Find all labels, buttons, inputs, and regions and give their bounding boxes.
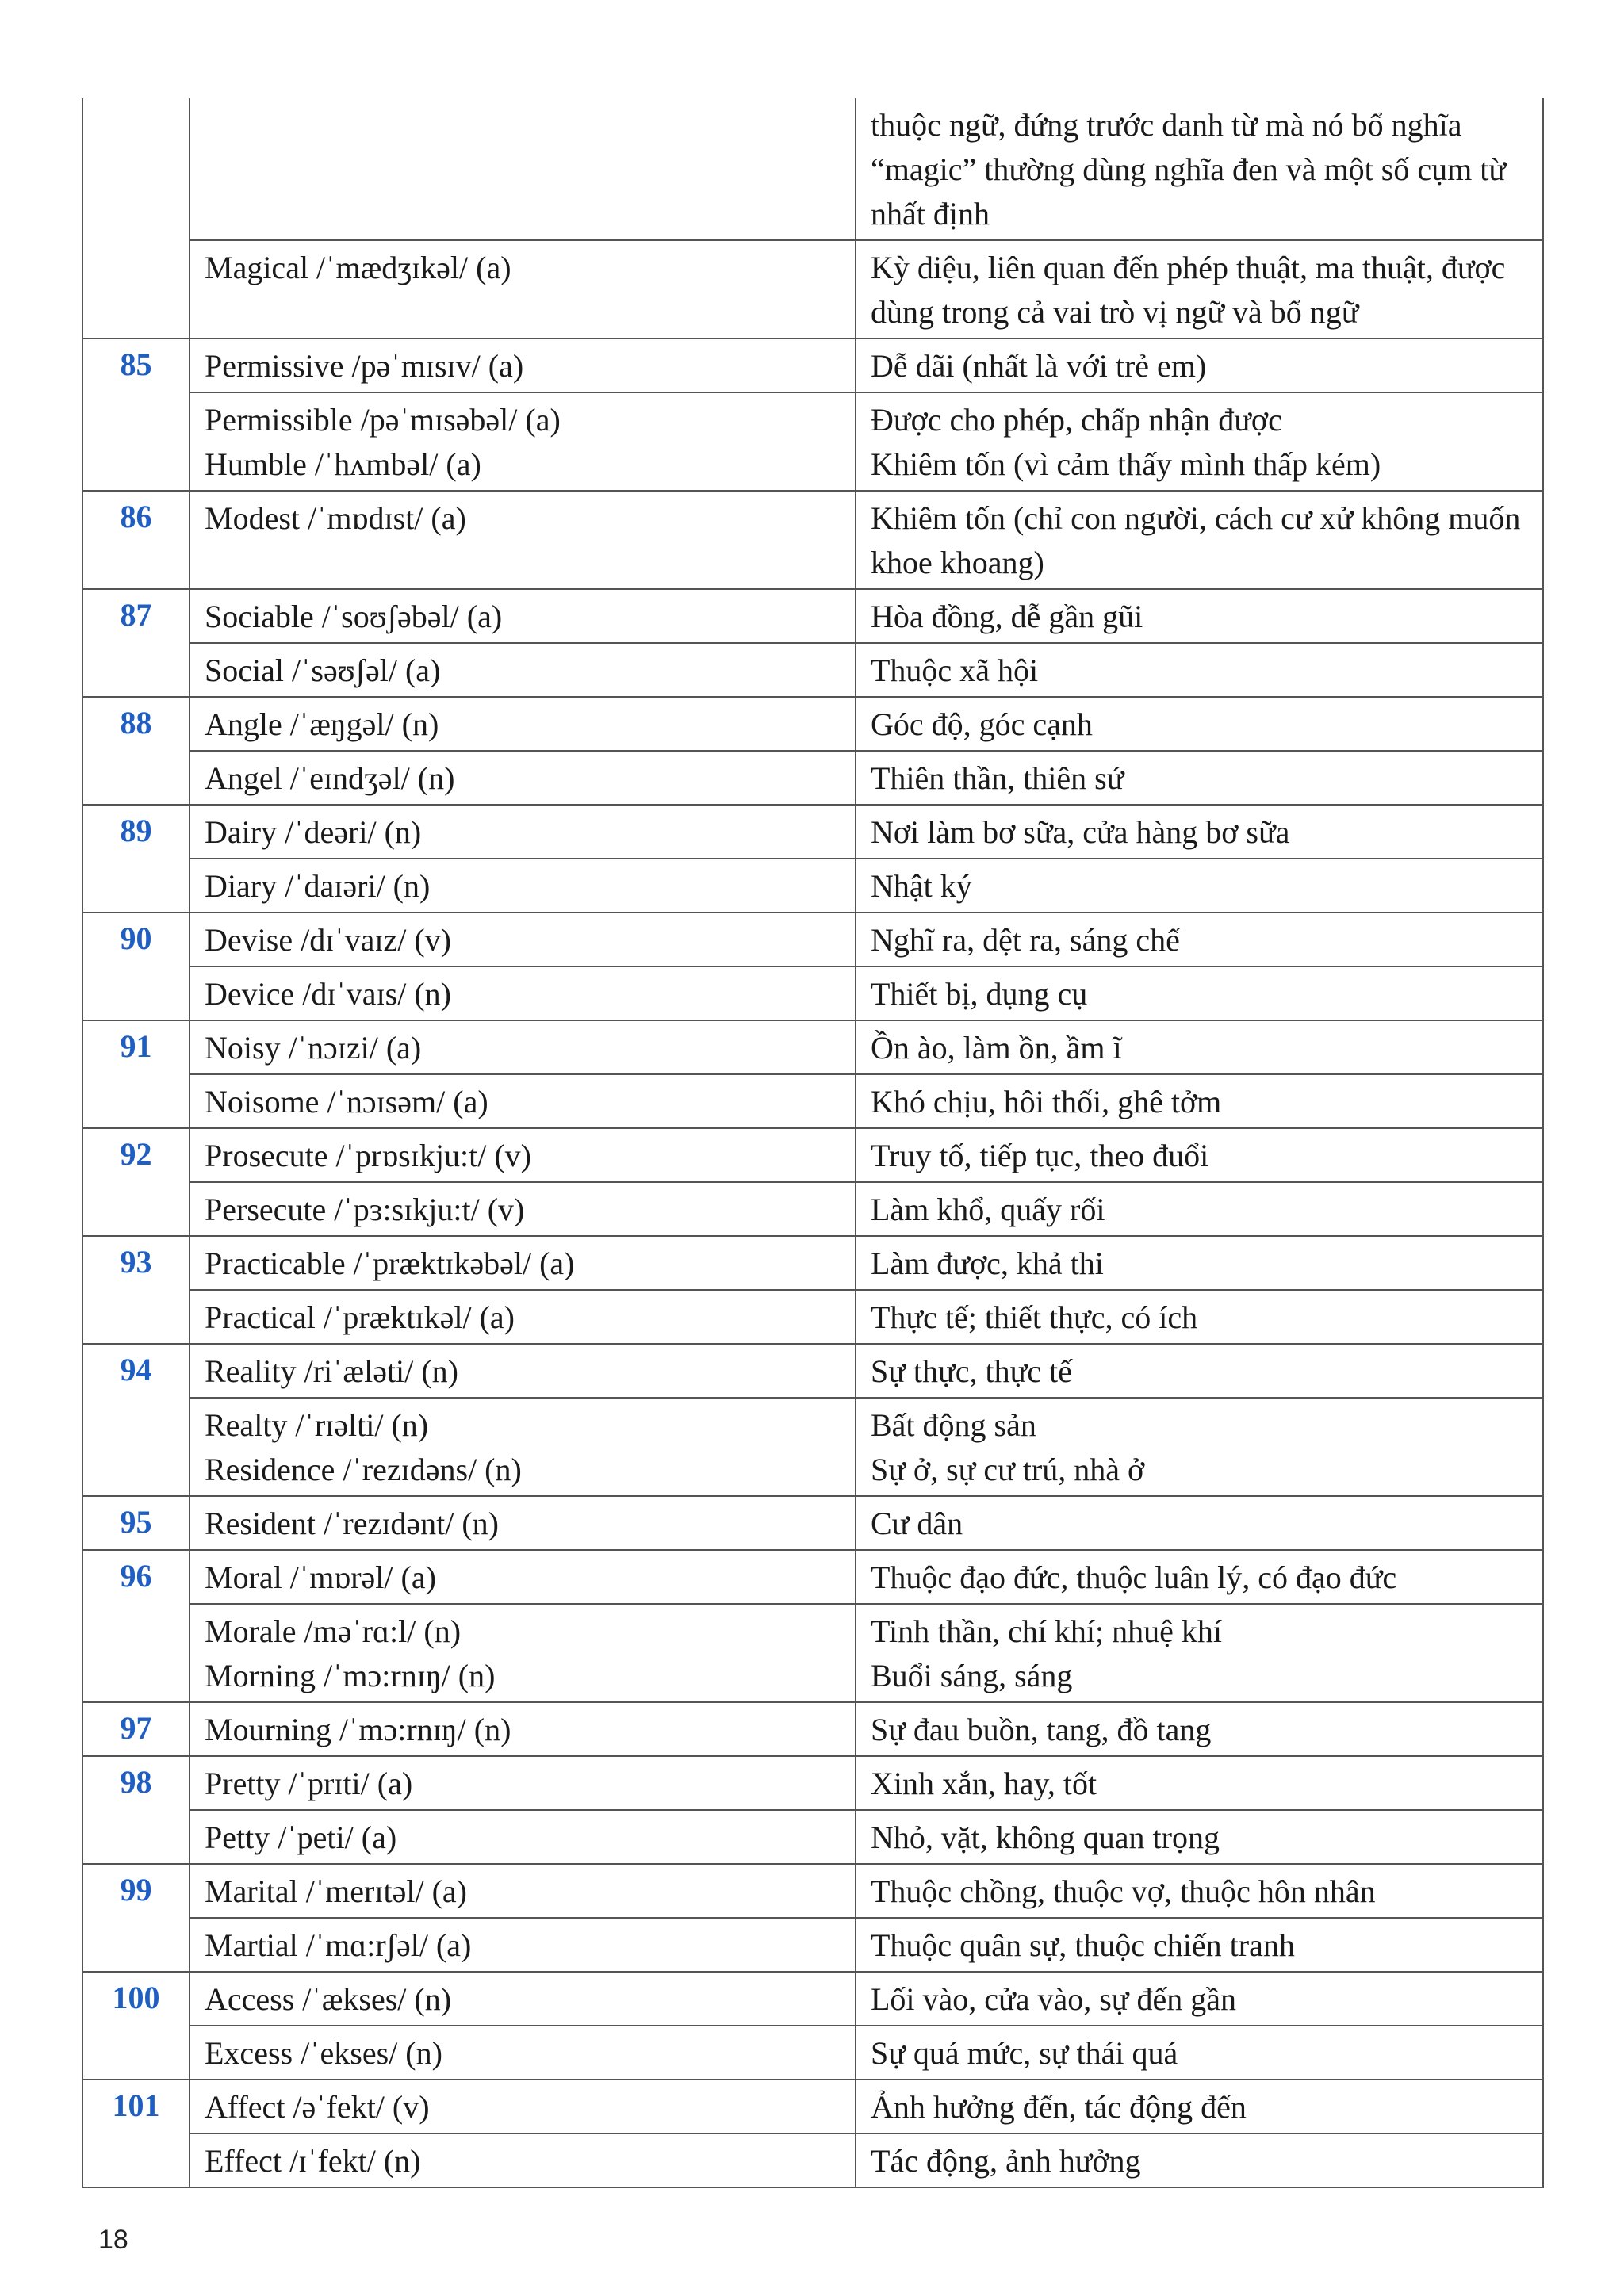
word-cell: Diary /ˈdaɪəri/ (n) <box>190 859 856 913</box>
word-cell: Reality /riˈæləti/ (n) <box>190 1344 856 1398</box>
meaning-cell: Thuộc quân sự, thuộc chiến tranh <box>856 1918 1543 1972</box>
table-row <box>82 98 1543 240</box>
entry-number <box>82 98 190 339</box>
entry-number: 96 <box>82 1550 190 1702</box>
table-row <box>82 2080 1543 2133</box>
table-row <box>82 859 1543 913</box>
entry-number: 100 <box>82 1972 190 2080</box>
meaning-cell: Khiêm tốn (chỉ con người, cách cư xử không muốn khoe khoang) <box>856 491 1543 589</box>
entry-number: 87 <box>82 589 190 697</box>
entry-number: 89 <box>82 805 190 913</box>
meaning-cell: Làm được, khả thi <box>856 1236 1543 1290</box>
table-row <box>82 1702 1543 1756</box>
word-cell: Affect /əˈfekt/ (v) <box>190 2080 856 2133</box>
meaning-cell: Lối vào, cửa vào, sự đến gần <box>856 1972 1543 2026</box>
entry-number: 93 <box>82 1236 190 1344</box>
meaning-cell: Sự đau buồn, tang, đồ tang <box>856 1702 1543 1756</box>
word-cell: Magical /ˈmædʒɪkəl/ (a) <box>190 240 856 339</box>
meaning-cell: Nhỏ, vặt, không quan trọng <box>856 1810 1543 1864</box>
table-row <box>82 1074 1543 1128</box>
meaning-cell: Nhật ký <box>856 859 1543 913</box>
word-cell: Angel /ˈeɪndʒəl/ (n) <box>190 751 856 805</box>
table-row <box>82 1864 1543 1918</box>
table-row <box>82 589 1543 643</box>
word-cell: Pretty /ˈprɪti/ (a) <box>190 1756 856 1810</box>
meaning-cell: Tinh thần, chí khí; nhuệ khí Buổi sáng, sáng <box>856 1604 1543 1702</box>
meaning-cell: Sự quá mức, sự thái quá <box>856 2026 1543 2080</box>
word-cell: Practical /ˈpræktɪkəl/ (a) <box>190 1290 856 1344</box>
table-row <box>82 1128 1543 1182</box>
table-row <box>82 1604 1543 1702</box>
meaning-cell: Thuộc đạo đức, thuộc luân lý, có đạo đức <box>856 1550 1543 1604</box>
table-row <box>82 751 1543 805</box>
table-row <box>82 1182 1543 1236</box>
table-row <box>82 1550 1543 1604</box>
meaning-cell: Góc độ, góc cạnh <box>856 697 1543 751</box>
meaning-cell: Nghĩ ra, dệt ra, sáng chế <box>856 913 1543 966</box>
table-row <box>82 643 1543 697</box>
table-row <box>82 913 1543 966</box>
word-cell: Noisy /ˈnɔɪzi/ (a) <box>190 1020 856 1074</box>
word-cell: Marital /ˈmerɪtəl/ (a) <box>190 1864 856 1918</box>
meaning-cell: Truy tố, tiếp tục, theo đuổi <box>856 1128 1543 1182</box>
entry-number: 91 <box>82 1020 190 1128</box>
table-row <box>82 1810 1543 1864</box>
word-cell: Martial /ˈmɑ:rʃəl/ (a) <box>190 1918 856 1972</box>
meaning-cell: Tác động, ảnh hưởng <box>856 2133 1543 2187</box>
table-row <box>82 339 1543 392</box>
table-row <box>82 491 1543 589</box>
vocabulary-table-body <box>82 98 1543 2187</box>
entry-number: 99 <box>82 1864 190 1972</box>
entry-number: 88 <box>82 697 190 805</box>
meaning-cell: Thuộc xã hội <box>856 643 1543 697</box>
meaning-cell: Bất động sản Sự ở, sự cư trú, nhà ở <box>856 1398 1543 1496</box>
word-cell: Morale /məˈrɑ:l/ (n) Morning /ˈmɔ:rnɪŋ/ (n) <box>190 1604 856 1702</box>
meaning-cell: Ồn ào, làm ồn, ầm ĩ <box>856 1020 1543 1074</box>
word-cell: Noisome /ˈnɔɪsəm/ (a) <box>190 1074 856 1128</box>
table-row <box>82 1398 1543 1496</box>
meaning-cell: Hòa đồng, dễ gần gũi <box>856 589 1543 643</box>
word-cell: Petty /ˈpeti/ (a) <box>190 1810 856 1864</box>
entry-number: 98 <box>82 1756 190 1864</box>
word-cell: Practicable /ˈpræktɪkəbəl/ (a) <box>190 1236 856 1290</box>
word-cell: Device /dɪˈvaɪs/ (n) <box>190 966 856 1020</box>
entry-number: 101 <box>82 2080 190 2187</box>
entry-number: 97 <box>82 1702 190 1756</box>
table-row <box>82 697 1543 751</box>
table-row <box>82 1020 1543 1074</box>
meaning-cell: Kỳ diệu, liên quan đến phép thuật, ma thuật, được dùng trong cả vai trò vị ngữ và bổ ngữ <box>856 240 1543 339</box>
table-row <box>82 1344 1543 1398</box>
meaning-cell: Xinh xắn, hay, tốt <box>856 1756 1543 1810</box>
meaning-cell: Sự thực, thực tế <box>856 1344 1543 1398</box>
table-row <box>82 2133 1543 2187</box>
word-cell: Moral /ˈmɒrəl/ (a) <box>190 1550 856 1604</box>
word-cell: Modest /ˈmɒdɪst/ (a) <box>190 491 856 589</box>
meaning-cell: Thực tế; thiết thực, có ích <box>856 1290 1543 1344</box>
word-cell: Prosecute /ˈprɒsɪkju:t/ (v) <box>190 1128 856 1182</box>
table-row <box>82 1918 1543 1972</box>
table-row <box>82 1236 1543 1290</box>
word-cell: Excess /ˈekses/ (n) <box>190 2026 856 2080</box>
table-row <box>82 392 1543 491</box>
entry-number: 86 <box>82 491 190 589</box>
meaning-cell: Ảnh hưởng đến, tác động đến <box>856 2080 1543 2133</box>
word-cell: Persecute /ˈpɜ:sɪkju:t/ (v) <box>190 1182 856 1236</box>
meaning-cell: Khó chịu, hôi thối, ghê tởm <box>856 1074 1543 1128</box>
meaning-cell: thuộc ngữ, đứng trước danh từ mà nó bổ nghĩa “magic” thường dùng nghĩa đen và một số cụm từ nhất định <box>856 98 1543 240</box>
word-cell: Realty /ˈrɪəlti/ (n) Residence /ˈrezɪdəns/ (n) <box>190 1398 856 1496</box>
meaning-cell: Thiết bị, dụng cụ <box>856 966 1543 1020</box>
meaning-cell: Cư dân <box>856 1496 1543 1550</box>
entry-number: 90 <box>82 913 190 1020</box>
page-number: 18 <box>98 2225 128 2255</box>
word-cell <box>190 98 856 240</box>
table-row <box>82 966 1543 1020</box>
table-row <box>82 1972 1543 2026</box>
entry-number: 94 <box>82 1344 190 1496</box>
entry-number: 85 <box>82 339 190 491</box>
table-row <box>82 240 1543 339</box>
meaning-cell: Làm khổ, quấy rối <box>856 1182 1543 1236</box>
table-row <box>82 1496 1543 1550</box>
word-cell: Permissible /pəˈmɪsəbəl/ (a) Humble /ˈhʌmbəl/ (a) <box>190 392 856 491</box>
meaning-cell: Dễ dãi (nhất là với trẻ em) <box>856 339 1543 392</box>
word-cell: Permissive /pəˈmɪsɪv/ (a) <box>190 339 856 392</box>
word-cell: Angle /ˈæŋgəl/ (n) <box>190 697 856 751</box>
meaning-cell: Nơi làm bơ sữa, cửa hàng bơ sữa <box>856 805 1543 859</box>
word-cell: Effect /ɪˈfekt/ (n) <box>190 2133 856 2187</box>
entry-number: 95 <box>82 1496 190 1550</box>
word-cell: Dairy /ˈdeəri/ (n) <box>190 805 856 859</box>
table-row <box>82 2026 1543 2080</box>
meaning-cell: Thuộc chồng, thuộc vợ, thuộc hôn nhân <box>856 1864 1543 1918</box>
meaning-cell: Thiên thần, thiên sứ <box>856 751 1543 805</box>
table-row <box>82 805 1543 859</box>
table-row <box>82 1756 1543 1810</box>
word-cell: Mourning /ˈmɔ:rnɪŋ/ (n) <box>190 1702 856 1756</box>
vocabulary-table <box>82 98 1544 2188</box>
meaning-cell: Được cho phép, chấp nhận được Khiêm tốn (vì cảm thấy mình thấp kém) <box>856 392 1543 491</box>
table-row <box>82 1290 1543 1344</box>
word-cell: Resident /ˈrezɪdənt/ (n) <box>190 1496 856 1550</box>
word-cell: Social /ˈsəʊʃəl/ (a) <box>190 643 856 697</box>
entry-number: 92 <box>82 1128 190 1236</box>
word-cell: Sociable /ˈsoʊʃəbəl/ (a) <box>190 589 856 643</box>
word-cell: Access /ˈækses/ (n) <box>190 1972 856 2026</box>
word-cell: Devise /dɪˈvaɪz/ (v) <box>190 913 856 966</box>
